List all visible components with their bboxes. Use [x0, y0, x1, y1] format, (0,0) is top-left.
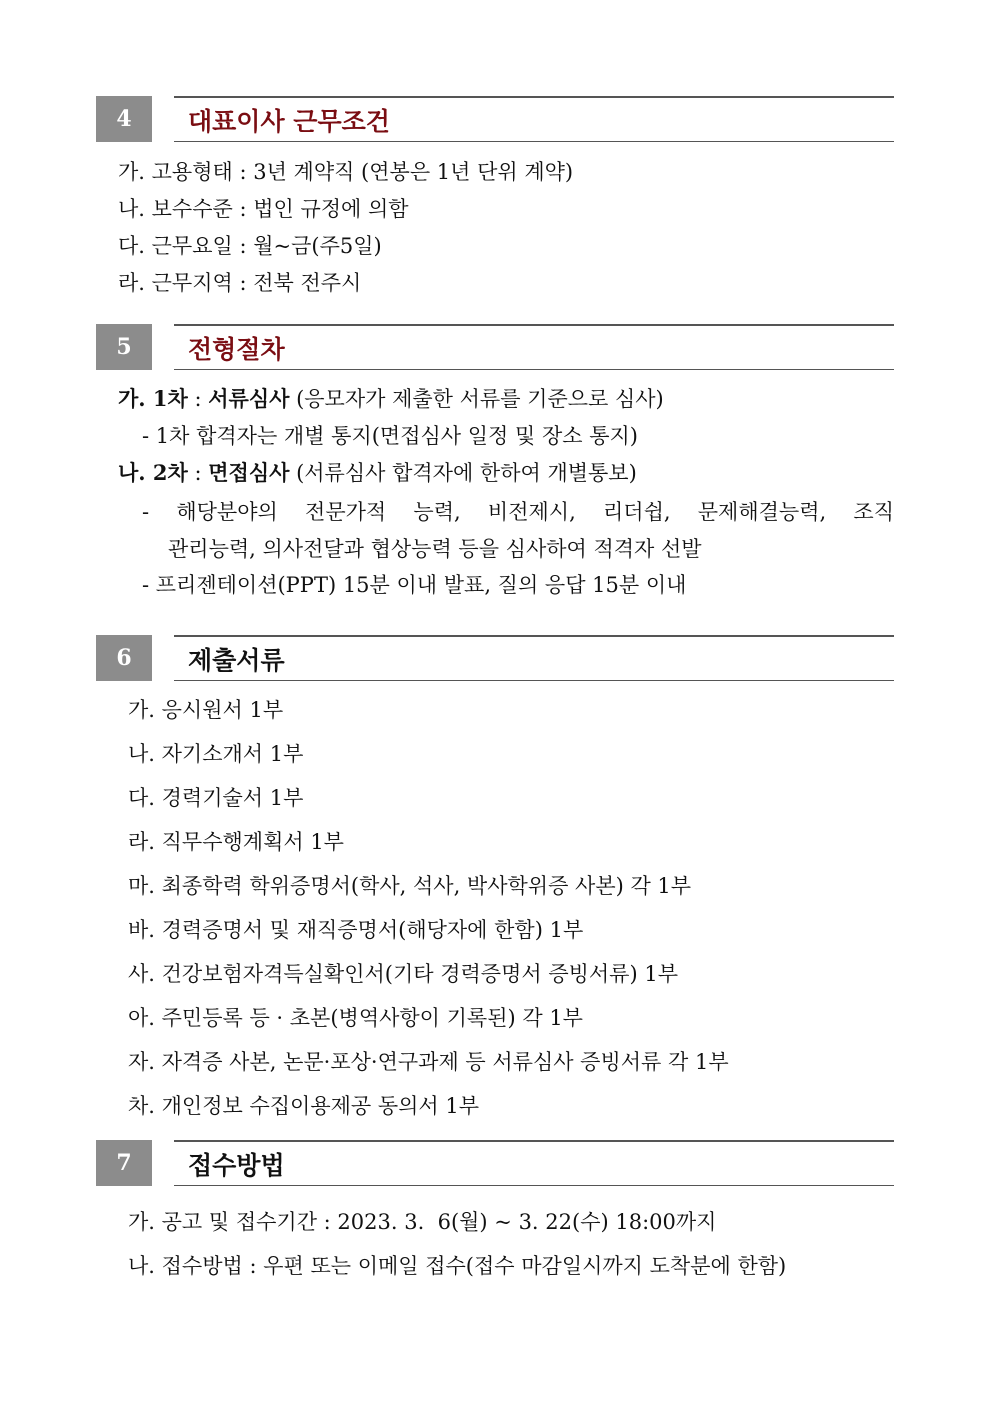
section-title: 대표이사 근무조건 [174, 96, 894, 142]
s4-item-3: 다. 근무요일 : 월~금(주5일) [118, 234, 382, 258]
s5-a-prefix: 가. 1차 [118, 386, 188, 411]
s5-item-b [118, 460, 637, 486]
section-number: 5 [96, 324, 152, 370]
s5-a-bold: 서류심사 [208, 386, 290, 411]
s6-item-1: 가. 응시원서 1부 [128, 698, 284, 722]
s6-item-6: 바. 경력증명서 및 재직증명서(해당자에 한함) 1부 [128, 918, 584, 942]
s7-item-1: 가. 공고 및 접수기간 : 2023. 3. 6(월) ~ 3. 22(수) 18:00까지 [128, 1210, 717, 1234]
s6-item-9: 자. 자격증 사본, 논문·포상·연구과제 등 서류심사 증빙서류 각 1부 [128, 1050, 729, 1074]
s5-b-sub1-line1: - 해당분야의 전문가적 능력, 비전제시, 리더쉽, 문제해결능력, 조직 [142, 500, 894, 524]
s5-b-bold: 면접심사 [208, 460, 290, 485]
section-number: 4 [96, 96, 152, 142]
section-title: 접수방법 [174, 1140, 894, 1186]
section-number: 7 [96, 1140, 152, 1186]
s4-item-2: 나. 보수수준 : 법인 규정에 의함 [118, 197, 409, 221]
s6-item-4: 라. 직무수행계획서 1부 [128, 830, 344, 854]
s5-b-sub2: - 프리젠테이션(PPT) 15분 이내 발표, 질의 응답 15분 이내 [142, 573, 687, 597]
section-title: 제출서류 [174, 635, 894, 681]
s6-item-2: 나. 자기소개서 1부 [128, 742, 304, 766]
s6-item-8: 아. 주민등록 등 · 초본(병역사항이 기록된) 각 1부 [128, 1006, 583, 1030]
s4-item-1: 가. 고용형태 : 3년 계약직 (연봉은 1년 단위 계약) [118, 160, 574, 184]
s5-b-colon: : [187, 461, 209, 485]
s5-b-prefix: 나. 2차 [118, 460, 188, 485]
section-title: 전형절차 [174, 324, 894, 370]
s5-item-a [118, 386, 664, 412]
s6-item-5: 마. 최종학력 학위증명서(학사, 석사, 박사학위증 사본) 각 1부 [128, 874, 692, 898]
s7-item-2: 나. 접수방법 : 우편 또는 이메일 접수(접수 마감일시까지 도착분에 한함) [128, 1254, 787, 1278]
s6-item-10: 차. 개인정보 수집이용제공 동의서 1부 [128, 1094, 480, 1118]
s4-item-4: 라. 근무지역 : 전북 전주시 [118, 271, 362, 295]
section-5-header [96, 324, 894, 370]
s5-a-rest: (응모자가 제출한 서류를 기준으로 심사) [289, 387, 664, 411]
s5-a-sub: - 1차 합격자는 개별 통지(면접심사 일정 및 장소 통지) [142, 424, 638, 448]
s5-b-rest: (서류심사 합격자에 한하여 개별통보) [289, 461, 637, 485]
s5-b-sub1-line2: 관리능력, 의사전달과 협상능력 등을 심사하여 적격자 선발 [168, 537, 702, 561]
s5-a-colon: : [187, 387, 209, 411]
s6-item-3: 다. 경력기술서 1부 [128, 786, 304, 810]
section-4-header [96, 96, 894, 142]
section-number: 6 [96, 635, 152, 681]
section-6-header [96, 635, 894, 681]
s6-item-7: 사. 건강보험자격득실확인서(기타 경력증명서 증빙서류) 1부 [128, 962, 678, 986]
section-7-header [96, 1140, 894, 1186]
